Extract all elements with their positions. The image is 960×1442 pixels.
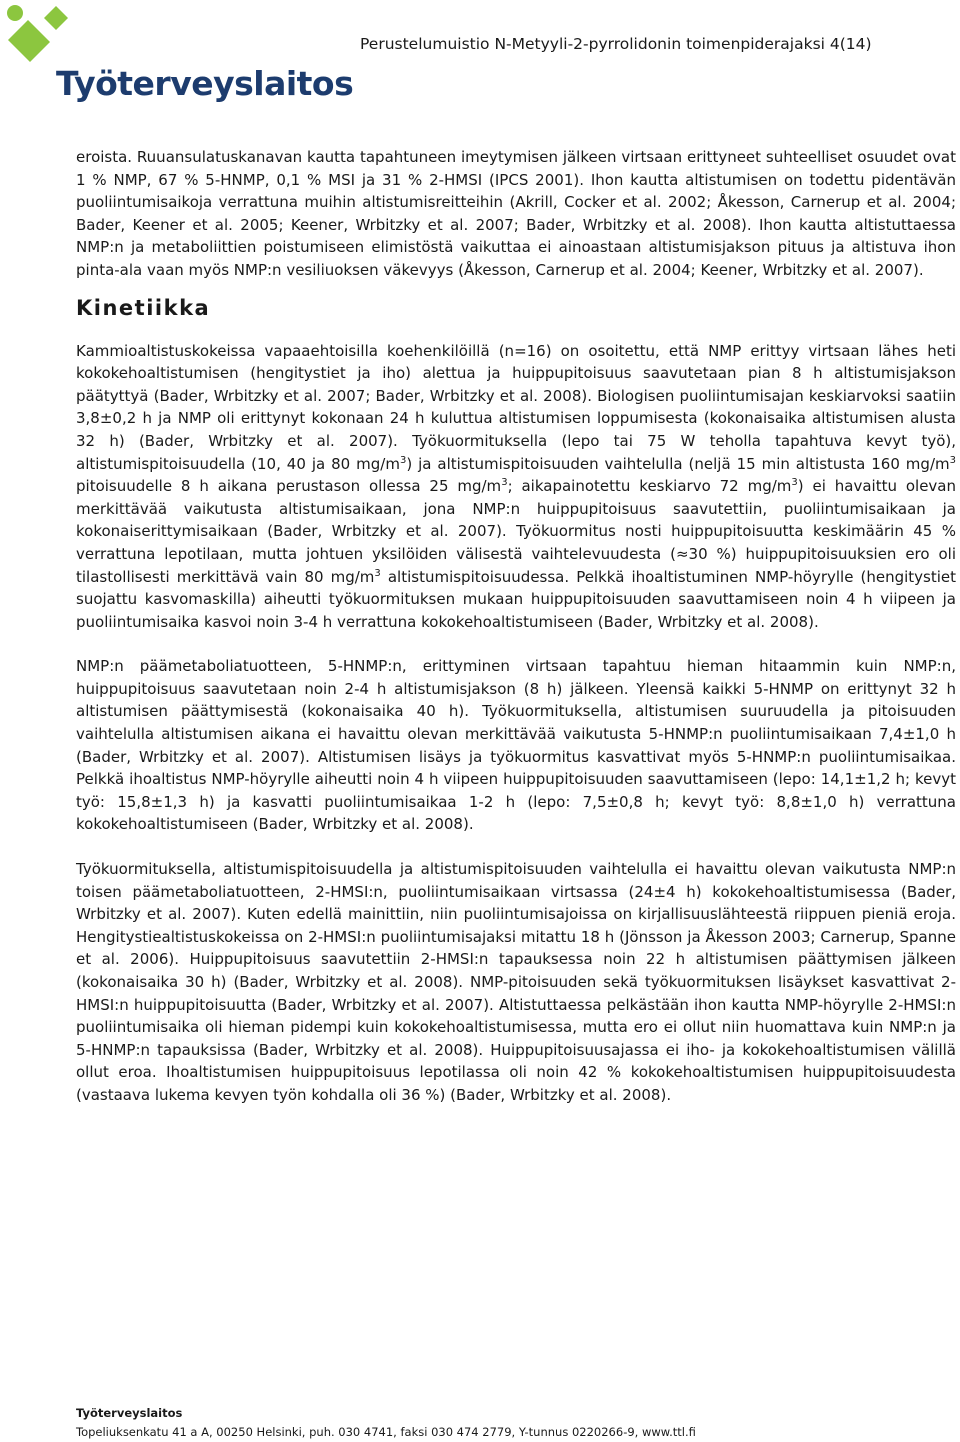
kinetics-paragraph-3: Työkuormituksella, altistumispitoisuudella ja altistumispitoisuuden vaihtelulla ei havaittu olevan vaikutusta NMP:n toisen päämetaboliatuotteen, 2-HMSI:n, puoliintumisaikaan virtsassa (24±4 h) kokokehoaltistumisessa (Bader, Wrbitzky et al. 2007). Kuten edellä mainittiin, niin puoliintumisajoissa on kirjallisuuslähteestä riippuen pieniä eroja. Hengitystiealtistuskokeissa on 2-HMSI:n puoliintumisajaksi mitattu 18 h (Jönsson ja Åkesson 2003; Carnerup, Spanne et al. 2006). Huippupitoisuus saavutettiin 2-HMSI:n tapauksessa noin 22 h altistumisen päättymisen jälkeen (kokonaisaika 30 h) (Bader, Wrbitzky et al. 2008). NMP-pitoisuuden sekä työkuormituksen lisäykset kasvattivat 2-HMSI:n huippupitoisuutta (Bader, Wrbitzky et al. 2007). Altistuttaessa pelkästään ihon kautta NMP-höyrylle 2-HMSI:n puoliintumisaika oli hieman pidempi kuin kokokehoaltistumisessa, mutta ero ei ollut niin huomattava kuin NMP:n ja 5-HNMP:n tapauksissa (Bader, Wrbitzky et al. 2008). Huippupitoisuusajassa ei iho- ja kokokehoaltistumisen välillä ollut eroa. Ihoaltistumisen huippupitoisuus lepotilassa oli noin 42 % kokokehoaltistumisen huippupitoisuudesta (vastaava lukema kevyen työn kohdalla oli 36 %) (Bader, Wrbitzky et al. 2008). bbox=[76, 860, 956, 1104]
text-run: pitoisuudelle 8 h aikana perustason ollessa 25 mg/m bbox=[76, 477, 502, 496]
section-heading: Kinetiikka bbox=[76, 295, 211, 320]
document-header-title: Perustelumuistio N-Metyyli-2-pyrrolidonin toimenpiderajaksi 4(14) bbox=[360, 35, 872, 53]
superscript: 3 bbox=[949, 454, 956, 466]
footer-address: Topeliuksenkatu 41 a A, 00250 Helsinki, puh. 030 4741, faksi 030 474 2779, Y-tunnus 0220266-9, www.ttl.fi bbox=[76, 1425, 696, 1439]
logo-mark-icon bbox=[6, 4, 70, 72]
paragraph-spacer bbox=[76, 836, 956, 858]
footer-organization: Työterveyslaitos bbox=[76, 1406, 183, 1420]
text-run: ) ei havaittu olevan merkittävää vaikutusta altistumisaikaan, jona NMP:n huippupitoisuus saavutettiin, puoliintumisaikaan ja kokonaiserittymisaikaan (Bader, Wrbitzky et al. 2007). Työkuormitus nosti huippupitoisuutta keskimäärin 45 % verrattuna lepotilaan, mutta johtuen yksilöiden välisestä vaihtelevuudesta (≈30 %) huippupitoisuuksien ero oli tilastollisesti merkittävä vain 80 mg/m bbox=[76, 477, 956, 586]
text-run: altistumispitoisuudessa. Pelkkä ihoaltistuminen NMP-höyrylle (hengitystiet suojattu kasvomaskilla) aiheutti työkuormituksen mukaan huippupitoisuuden saavuttamiseen noin 4 h viipeen ja puoliintumisaika kasvoi noin 3-4 h verrattuna kokokehoaltistumiseen (Bader, Wrbitzky et al. 2008). bbox=[76, 567, 957, 631]
kinetics-paragraph-1 bbox=[76, 340, 956, 634]
text-run: ; aikapainotettu keskiarvo 72 mg/m bbox=[507, 477, 792, 496]
intro-paragraph: eroista. Ruuansulatuskanavan kautta tapahtuneen imeytymisen jälkeen virtsaan erittyneet suhteelliset osuudet ovat 1 % NMP, 67 % 5-HNMP, 0,1 % MSI ja 31 % 2-HMSI (IPCS 2001). Ihon kautta altistumisen on todettu pidentävän puoliintumisaikoja verrattuna muihin altistumisreitteihin (Akrill, Cocker et al. 2002; Åkesson, Carnerup et al. 2004; Bader, Keener et al. 2005; Keener, Wrbitzky et al. 2007; Bader, Wrbitzky et al. 2008). Ihon kautta altistuttaessa NMP:n ja metaboliittien poistumiseen elimistöstä vaikuttaa ei ainoastaan altistumisjakson pituus ja altistuva ihon pinta-ala vaan myös NMP:n vesiliuoksen väkevyys (Åkesson, Carnerup et al. 2004; Keener, Wrbitzky et al. 2007). bbox=[76, 148, 956, 279]
superscript: 3 bbox=[501, 477, 508, 489]
kinetics-paragraph-2: NMP:n päämetaboliatuotteen, 5-HNMP:n, erittyminen virtsaan tapahtuu hieman hitaammin kuin NMP:n, huippupitoisuus saavutetaan noin 2-4 h altistumisjakson (8 h) jälkeen. Yleensä kaikki 5-HNMP on erittynyt 32 h altistumisen päättymisestä (kokonaisaika 40 h). Työkuormituksella, altistumisen suuruudella ja pitoisuuden vaihtelulla altistumisen aikana ei havaittu olevan merkittävää vaikutusta 5-HNMP:n puoliintumisaikaan 7,4±1,0 h (Bader, Wrbitzky et al. 2007). Altistumisen lisäys ja työkuormitus kasvattivat myös 5-HNMP:n puoliintumisaikaa. Pelkkä ihoaltistus NMP-höyrylle aiheutti noin 4 h viipeen huippupitoisuuden saavuttamiseen (lepo: 14,1±1,2 h; kevyt työ: 15,8±1,3 h) ja kasvatti puoliintumisaikaa 1-2 h (lepo: 7,5±0,8 h; kevyt työ: 8,8±1,0 h) verrattuna kokokehoaltistumiseen (Bader, Wrbitzky et al. 2008). bbox=[76, 657, 956, 834]
superscript: 3 bbox=[399, 454, 407, 466]
document-body bbox=[76, 146, 956, 1107]
logo bbox=[6, 4, 354, 116]
superscript: 3 bbox=[374, 567, 381, 579]
logo-text: Työterveyslaitos bbox=[56, 64, 354, 103]
paragraph-spacer bbox=[76, 633, 956, 655]
page-footer bbox=[76, 1404, 956, 1442]
superscript: 3 bbox=[791, 477, 798, 489]
text-run: Kammioaltistuskokeissa vapaaehtoisilla koehenkilöillä (n=16) on osoitettu, että NMP erittyy virtsaan lähes heti kokokehoaltistumisen (hengitystiet ja iho) alettua ja huippupitoisuus saavutetaan pian 8 h altistumisjakson päätyttyä (Bader, Wrbitzky et al. 2007; Bader, Wrbitzky et al. 2008). Biologisen puoliintumisajan keskiarvoksi saatiin 3,8±0,2 h ja NMP oli erittynyt kokonaan 24 h kuluttua altistumisen loppumisesta (kokonaisaika altistumisen alusta 32 h) (Bader, Wrbitzky et al. 2007). Työkuormituksella (lepo tai 75 W teholla tapahtuva kevyt työ), altistumispitoisuudella (10, 40 ja 80 mg/m bbox=[76, 341, 956, 473]
text-run: ) ja altistumispitoisuuden vaihtelulla (neljä 15 min altistusta 160 mg/m bbox=[406, 454, 950, 473]
